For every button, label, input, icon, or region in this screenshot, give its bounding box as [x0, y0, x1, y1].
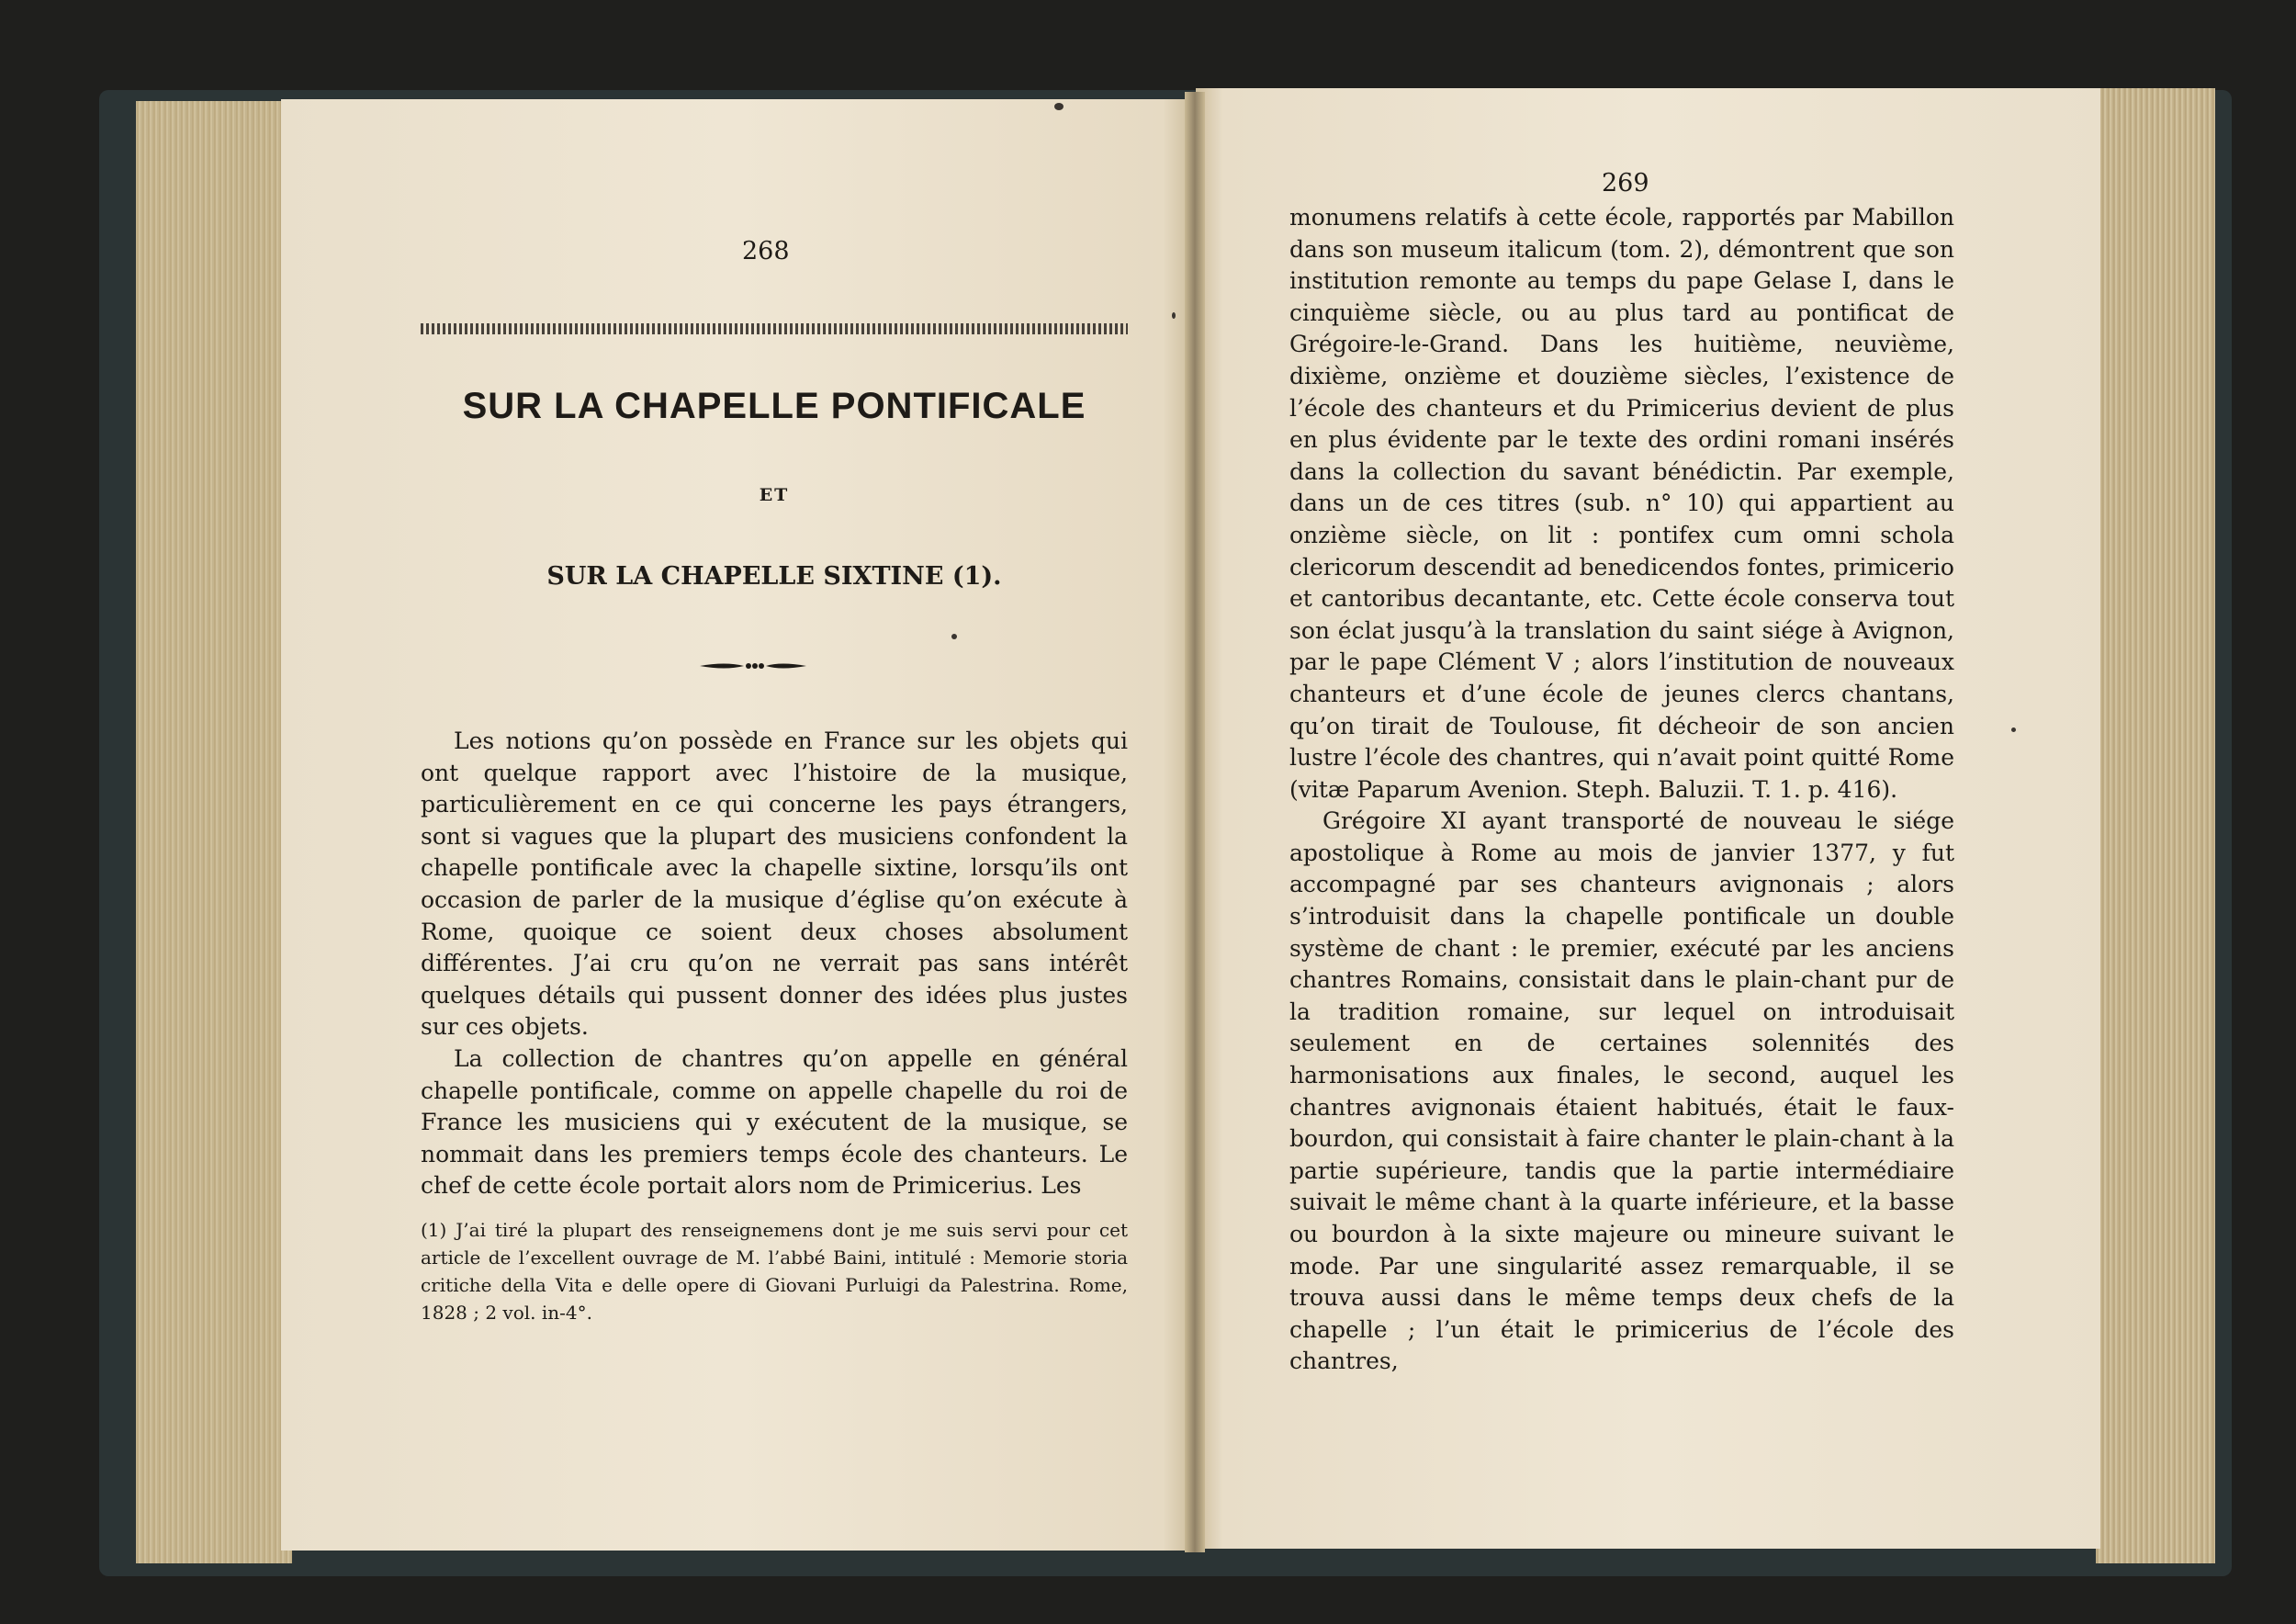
- right-paragraph-2: Grégoire XI ayant transporté de nouveau le siége apostolique à Rome au mois de janvier 1377, y fut accompagné par ses chanteurs avignonais ; alors s’introduisit dans la chapelle pontificale un double système de chant : le premier, exécuté par les anciens chantres Romains, consistait dans le plain-chant pur de la tradition romaine, sur lequel on introduisait seulement en de certaines solennités des harmonisations aux finales, le second, auquel les chantres avignonais étaient habitués, était le faux-bourdon, qui consistait à faire chanter le plain-chant à la partie supérieure, tandis que la partie intermédiaire suivait le même chant à la quarte inférieure, et la basse ou bourdon à la sixte majeure ou mineure suivant le mode. Par une singularité assez remarquable, il se trouva aussi dans le même temps deux chefs de la chapelle ; l’un était le primicerius de l’école des chantres,: [1289, 807, 1954, 1375]
- ink-speck: [1172, 312, 1176, 319]
- page-edges-right: [2096, 88, 2215, 1563]
- page-edges-left: [136, 101, 292, 1563]
- left-page-number: 268: [742, 237, 790, 265]
- book-gutter: [1185, 92, 1205, 1552]
- footnote-text: (1) J’ai tiré la plupart des renseignemens dont je me suis servi pour cet article de l’excellent ouvrage de M. l’abbé Baini, intitulé : Memorie storia critiche della Vita e delle opere di Giovani Purluigi da Palestrina. Rome, 1828 ; 2 vol. in-4°.: [421, 1219, 1128, 1324]
- ornament-divider: [698, 660, 808, 672]
- ink-speck: [951, 634, 957, 639]
- left-page-body: [421, 726, 1128, 1202]
- left-paragraph-2: La collection de chantres qu’on appelle en général chapelle pontificale, comme on appelle chapelle du roi de France les musiciens qui y exécutent de la musique, se nommait dans les premiers temps école des chanteurs. Le chef de cette école portait alors nom de Primicerius. Les: [421, 1044, 1128, 1200]
- article-title: SUR LA CHAPELLE PONTIFICALE: [462, 386, 1086, 426]
- header-rule: [421, 323, 1128, 334]
- title-conjunction: ET: [759, 485, 790, 505]
- right-page-number: 269: [1602, 169, 1649, 197]
- ink-speck: [2011, 727, 2016, 732]
- right-page-body: [1289, 202, 1954, 1378]
- ink-speck: [1054, 103, 1064, 110]
- article-subtitle: SUR LA CHAPELLE SIXTINE (1).: [546, 562, 1002, 591]
- right-paragraph-1: monumens relatifs à cette école, rapportés par Mabillon dans son museum italicum (tom. 2), démontrent que son institution remonte au temps du pape Gelase I, dans le cinquième siècle, ou au plus tard au pontificat de Grégoire-le-Grand. Dans les huitième, neuvième, dixième, onzième et douzième siècles, l’existence de l’école des chanteurs et du Primicerius devient de plus en plus évidente par le texte des ordini romani insérés dans la collection du savant bénédictin. Par exemple, dans un de ces titres (sub. n° 10) qui appartient au onzième siècle, on lit : pontifex cum omni schola clericorum descendit ad benedicendos fontes, primicerio et cantoribus decantante, etc. Cette école conserva tout son éclat jusqu’à la translation du saint siége à Avignon, par le pape Clément V ; alors l’institution de nouveaux chanteurs et d’une école de jeunes clercs chantans, qu’on tirait de Toulouse, fit décheoir de son ancien lustre l’école des chantres, qui n’avait point quitté Rome (vitæ Paparum Avenion. Steph. Baluzii. T. 1. p. 416).: [1289, 204, 1954, 803]
- left-footnote: [421, 1216, 1128, 1326]
- left-paragraph-1: Les notions qu’on possède en France sur les objets qui ont quelque rapport avec l’histoire de la musique, particulièrement en ce qui concerne les pays étrangers, sont si vagues que la plupart des musiciens confondent la chapelle pontificale avec la chapelle sixtine, lorsqu’ils ont occasion de parler de la musique d’église qu’on exécute à Rome, quoique ce soient deux choses absolument différentes. J’ai cru qu’on ne verrait pas sans intérêt quelques détails qui pussent donner des idées plus justes sur ces objets.: [421, 727, 1128, 1041]
